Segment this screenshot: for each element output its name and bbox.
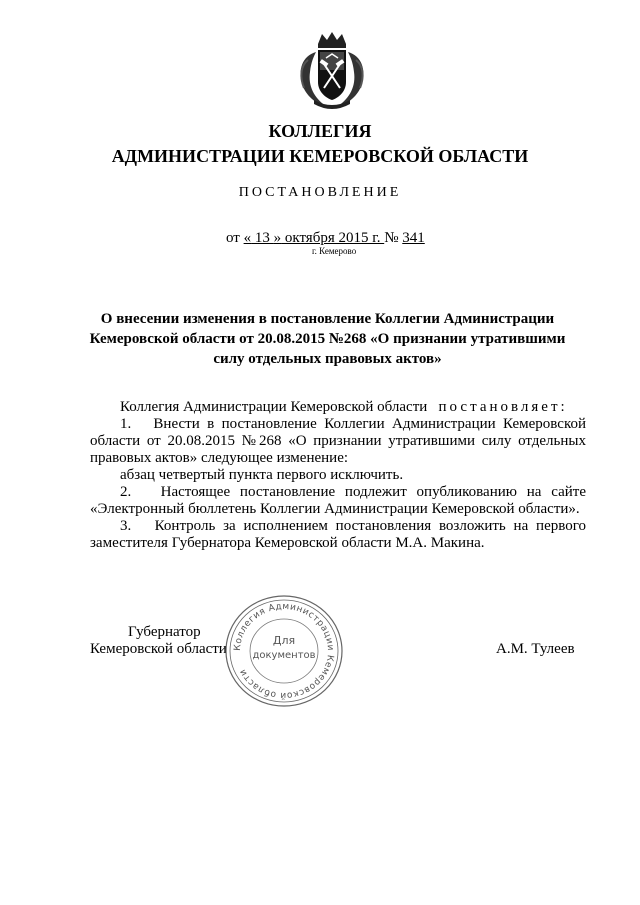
signer-region: Кемеровской области [90, 641, 227, 657]
title-line: Кемеровской области от 20.08.2015 №268 «О признании утратившими [89, 331, 566, 347]
stamp-center-line2: документов [252, 650, 316, 661]
title-line: О внесении изменения в постановление Коллегии Администрации [100, 311, 555, 327]
item-1-change: абзац четвертый пункта первого исключить. [120, 467, 404, 483]
document-title [80, 309, 575, 369]
stamp-seal [222, 592, 346, 710]
document-body [90, 399, 586, 552]
date-prefix: от [226, 230, 240, 246]
signer-title: Губернатор [128, 624, 201, 640]
document-type: ПОСТАНОВЛЕНИЕ [238, 185, 402, 200]
document-number: 341 [402, 230, 425, 246]
stamp-ring-text: Коллегия Администрации Кемеровской области [232, 601, 336, 701]
coat-of-arms-icon [296, 30, 368, 110]
organization-name-line1: КОЛЛЕГИЯ [268, 121, 372, 141]
number-sign: № [384, 230, 399, 246]
item-2: 2. Настоящее постановление подлежит опубликованию на сайте «Электронный бюллетень Коллегии Администрации Кемеровской области». [90, 484, 586, 517]
date-day: « 13 » октября 2015 г. [243, 230, 385, 246]
organization-name-line2: АДМИНИСТРАЦИИ КЕМЕРОВСКОЙ ОБЛАСТИ [111, 146, 529, 166]
title-line: силу отдельных правовых актов» [213, 351, 442, 367]
stamp-center-line1: Для [272, 634, 296, 647]
date-line [226, 230, 425, 247]
city: г. Кемерово [312, 246, 357, 256]
item-3: 3. Контроль за исполнением постановления возложить на первого заместителя Губернатора Кемеровской области М.А. Макина. [90, 518, 586, 551]
signer-name: А.М. Тулеев [496, 641, 575, 657]
intro-paragraph: Коллегия Администрации Кемеровской области постановляет: [120, 399, 568, 415]
item-1: 1. Внести в постановление Коллегии Администрации Кемеровской области от 20.08.2015 №268 «О признании утратившими силу отдельных правовых актов» следующее изменение: [90, 416, 586, 466]
